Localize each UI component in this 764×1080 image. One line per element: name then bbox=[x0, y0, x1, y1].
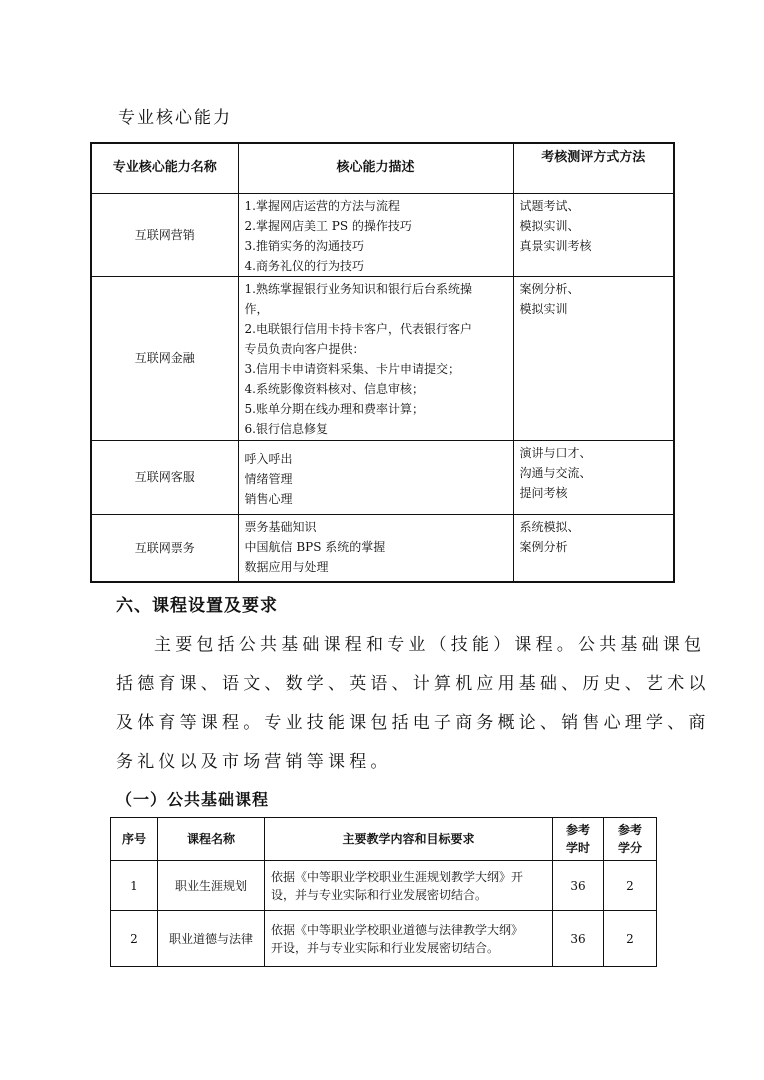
paragraph-line: 主要包括公共基础课程和专业（技能）课程。公共基础课包 bbox=[154, 635, 706, 655]
header-credits-line: 学分 bbox=[617, 841, 642, 855]
desc-line: 销售心理 bbox=[244, 491, 293, 506]
course-credits: 2 bbox=[604, 861, 657, 911]
method-line: 系统模拟、 bbox=[519, 519, 580, 534]
course-goal bbox=[265, 911, 553, 967]
paragraph-line: 及体育等课程。专业技能课包括电子商务概论、销售心理学、商 bbox=[116, 713, 710, 733]
ability-desc bbox=[238, 276, 513, 440]
table-header-row bbox=[111, 818, 657, 861]
table-row bbox=[91, 193, 674, 276]
goal-line: 依据《中等职业学校职业道德与法律教学大纲》 bbox=[271, 922, 524, 937]
method-line: 案例分析 bbox=[519, 539, 568, 554]
header-hours bbox=[553, 818, 604, 861]
assessment-method bbox=[513, 276, 674, 440]
method-line: 提问考核 bbox=[519, 485, 568, 500]
header-ability-desc: 核心能力描述 bbox=[238, 143, 513, 193]
course-hours: 36 bbox=[553, 911, 604, 967]
desc-line: 作， bbox=[244, 301, 269, 316]
table-header-row bbox=[91, 143, 674, 193]
course-no: 1 bbox=[111, 861, 158, 911]
desc-line: 4.商务礼仪的行为技巧 bbox=[244, 258, 364, 273]
desc-line: 票务基础知识 bbox=[244, 519, 317, 534]
desc-line: 3.推销实务的沟通技巧 bbox=[244, 238, 364, 253]
ability-desc bbox=[238, 193, 513, 276]
core-ability-heading: 专业核心能力 bbox=[118, 108, 232, 128]
header-course-name: 课程名称 bbox=[158, 818, 265, 861]
assessment-method bbox=[513, 440, 674, 514]
method-line: 沟通与交流、 bbox=[519, 465, 592, 480]
desc-line: 情绪管理 bbox=[244, 471, 293, 486]
header-credits bbox=[604, 818, 657, 861]
section-six-title: 六、课程设置及要求 bbox=[116, 596, 278, 616]
desc-line: 4.系统影像资料核对、信息审核； bbox=[244, 381, 424, 396]
desc-line: 呼入呼出 bbox=[244, 451, 293, 466]
public-basic-table bbox=[110, 817, 657, 967]
header-no: 序号 bbox=[111, 818, 158, 861]
desc-line: 2.电联银行信用卡持卡客户，代表银行客户 bbox=[244, 321, 472, 336]
assessment-method bbox=[513, 514, 674, 582]
desc-line: 1.熟练掌握银行业务知识和银行后台系统操 bbox=[244, 281, 472, 296]
header-ability-name: 专业核心能力名称 bbox=[91, 143, 238, 193]
ability-desc bbox=[238, 440, 513, 514]
course-name: 职业生涯规划 bbox=[158, 861, 265, 911]
desc-line: 数据应用与处理 bbox=[244, 559, 329, 574]
method-line: 模拟实训 bbox=[519, 301, 568, 316]
method-line: 演讲与口才、 bbox=[519, 445, 592, 460]
header-credits-line: 参考 bbox=[617, 823, 642, 837]
ability-name: 互联网营销 bbox=[91, 193, 238, 276]
desc-line: 1.掌握网店运营的方法与流程 bbox=[244, 198, 400, 213]
core-ability-table bbox=[90, 142, 675, 583]
desc-line: 中国航信 BPS 系统的掌握 bbox=[244, 539, 386, 554]
header-hours-line: 学时 bbox=[565, 841, 590, 855]
public-basic-title: （一）公共基础课程 bbox=[116, 790, 270, 809]
desc-line: 2.掌握网店美工 PS 的操作技巧 bbox=[244, 218, 412, 233]
header-hours-line: 参考 bbox=[565, 823, 590, 837]
desc-line: 专员负责向客户提供： bbox=[244, 341, 365, 356]
course-no: 2 bbox=[111, 911, 158, 967]
method-line: 试题考试、 bbox=[519, 198, 580, 213]
ability-name: 互联网客服 bbox=[91, 440, 238, 514]
method-line: 真景实训考核 bbox=[519, 238, 592, 253]
method-line: 模拟实训、 bbox=[519, 218, 580, 233]
table-row bbox=[91, 514, 674, 582]
goal-line: 设，并与专业实际和行业发展密切结合。 bbox=[271, 887, 488, 902]
desc-line: 3.信用卡申请资料采集、卡片申请提交； bbox=[244, 361, 460, 376]
header-goal: 主要教学内容和目标要求 bbox=[265, 818, 553, 861]
paragraph-line: 务礼仪以及市场营销等课程。 bbox=[116, 752, 392, 772]
table-row bbox=[91, 276, 674, 440]
table-row bbox=[111, 911, 657, 967]
ability-name: 互联网金融 bbox=[91, 276, 238, 440]
goal-line: 依据《中等职业学校职业生涯规划教学大纲》开 bbox=[271, 869, 524, 884]
table-row bbox=[91, 440, 674, 514]
course-hours: 36 bbox=[553, 861, 604, 911]
goal-line: 开设，并与专业实际和行业发展密切结合。 bbox=[271, 940, 500, 955]
course-goal bbox=[265, 861, 553, 911]
header-assessment: 考核测评方式方法 bbox=[513, 143, 674, 193]
method-line: 案例分析、 bbox=[519, 281, 580, 296]
assessment-method bbox=[513, 193, 674, 276]
course-intro-paragraph bbox=[116, 626, 710, 782]
ability-name: 互联网票务 bbox=[91, 514, 238, 582]
table-row bbox=[111, 861, 657, 911]
ability-desc bbox=[238, 514, 513, 582]
desc-line: 5.账单分期在线办理和费率计算； bbox=[244, 401, 424, 416]
desc-line: 6.银行信息修复 bbox=[244, 421, 328, 436]
course-name: 职业道德与法律 bbox=[158, 911, 265, 967]
paragraph-line: 括德育课、语文、数学、英语、计算机应用基础、历史、艺术以 bbox=[116, 674, 710, 694]
course-credits: 2 bbox=[604, 911, 657, 967]
